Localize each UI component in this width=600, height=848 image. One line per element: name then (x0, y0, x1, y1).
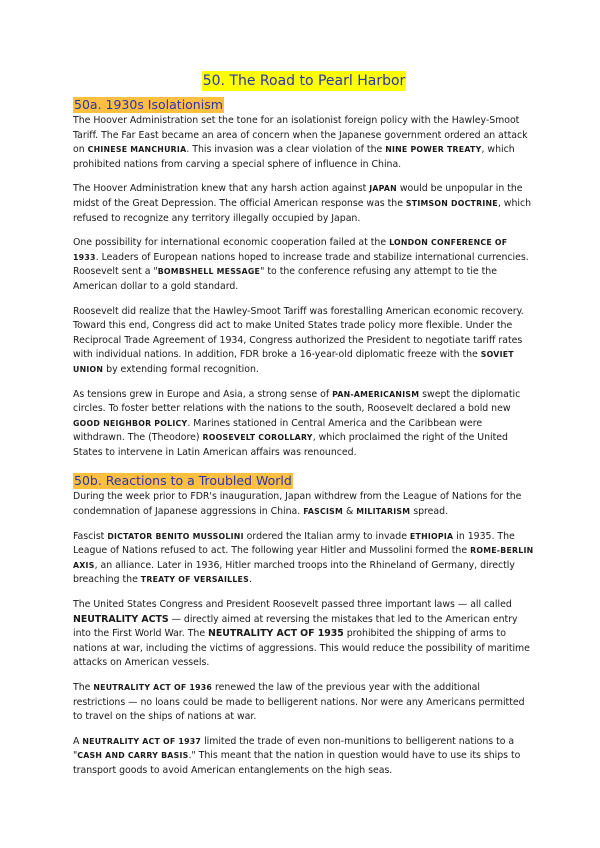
paragraph (73, 490, 535, 519)
paragraph (73, 236, 535, 294)
paragraph (73, 530, 535, 588)
key-term: CHINESE MANCHURIA (87, 145, 187, 155)
body-text: ordered the Italian army to invade (243, 530, 410, 542)
paragraph (73, 305, 535, 378)
body-text: . Marines stationed in Central America and the Caribbean were withdrawn. The (Theodore) (73, 417, 483, 444)
body-text: The Hoover Administration knew that any harsh action against (73, 183, 370, 195)
section-heading-isolationism: 50a. 1930s Isolationism (74, 97, 223, 112)
key-term: ROME-BERLIN AXIS (73, 546, 534, 570)
body-text: — directly aimed at reversing the mistakes that led to the American entry into the First World War. The (73, 613, 518, 640)
body-text: As tensions grew in Europe and Asia, a strong sense of (73, 388, 333, 400)
paragraph (73, 114, 535, 172)
key-term: NEUTRALITY ACT OF 1937 (82, 736, 202, 746)
body-text: The Hoover Administration set the tone for an isolationist foreign policy with the Hawley-Smoot Tariff. The Far East became an area of concern when the Japanese government ordered an attack on (73, 115, 528, 156)
paragraph (73, 388, 535, 461)
body-text: , which prohibited nations from carving a special sphere of influence in China. (73, 144, 515, 170)
body-text: During the week prior to FDR's inauguration, Japan withdrew from the League of Nations for the condemnation of Japanese aggressions in China. (73, 491, 522, 518)
body-text: . Leaders of European nations hoped to increase trade and stabilize international currencies. Roosevelt sent a " (73, 251, 529, 278)
key-term: ETHIOPIA (409, 531, 454, 541)
body-text: spread. (410, 506, 449, 518)
section-heading-reactions: 50b. Reactions to a Troubled World (74, 473, 292, 489)
key-term: BOMBSHELL MESSAGE (157, 267, 261, 277)
key-term: LONDON CONFERENCE OF 1933 (73, 238, 508, 262)
key-term: CASH AND CARRY BASIS (77, 751, 189, 761)
key-term: TREATY OF VERSAILLES (140, 575, 249, 585)
paragraph (73, 598, 535, 671)
paragraph (73, 681, 535, 725)
body-text: Roosevelt did realize that the Hawley-Smoot Tariff was forestalling American economic recovery. Toward this end, Congress did act to make United States trade policy more flexible. Under the Reciprocal Trade Agreement of 1934, Congress authorized the President to negotiate tariff rates with individual nations. In addition, FDR broke a 16-year-old diplomatic freeze with the (73, 305, 524, 361)
body-text: " to the conference refusing any attempt to tie the American dollar to a gold standard. (73, 266, 497, 292)
key-term: NINE POWER TREATY (385, 145, 482, 155)
body-text: The (73, 682, 94, 693)
key-term: GOOD NEIGHBOR POLICY (73, 418, 188, 428)
body-text: Fascist (73, 530, 108, 542)
body-text: One possibility for international economic cooperation failed at the (73, 237, 390, 249)
body-text: limited the trade of even non-munitions to belligerent nations to a " (73, 735, 515, 762)
body-text: . This invasion was a clear violation of the (186, 144, 386, 156)
body-text: , an alliance. Later in 1936, Hitler marched troops into the Rhineland of Germany, directly breaching the (73, 559, 515, 586)
section-1-body (73, 114, 535, 460)
key-term: NEUTRALITY ACT OF 1936 (93, 683, 213, 692)
paragraph (73, 735, 535, 779)
body-text: swept the diplomatic circles. To foster better relations with the nations to the south, Roosevelt declared a bold new (73, 388, 521, 415)
paragraph (73, 182, 535, 226)
body-text: ." This meant that the nation in question would have to use its ships to transport goods to avoid American entanglements on the high seas. (73, 750, 521, 776)
page-title: 50. The Road to Pearl Harbor (202, 73, 406, 89)
key-term: MILITARISM (356, 507, 411, 517)
key-term: SOVIET UNION (73, 350, 514, 374)
title-row (73, 70, 535, 92)
body-text: , which proclaimed the right of the United States to intervene in Latin American affairs was renounced. (73, 432, 508, 458)
key-term: FASCISM (303, 507, 344, 517)
body-text: by extending formal recognition. (103, 363, 259, 375)
body-text: A (73, 735, 83, 747)
key-term: NEUTRALITY ACT OF 1935 (208, 628, 344, 640)
key-term: ROOSEVELT COROLLARY (202, 433, 313, 443)
section-1-heading-row (73, 94, 535, 113)
key-term: PAN-AMERICANISM (332, 389, 420, 399)
section-2-body (73, 490, 535, 778)
key-term: STIMSON DOCTRINE (405, 198, 498, 208)
body-text: renewed the law of the previous year with the additional restrictions — no loans could be made to belligerent nations. Nor were any Americans permitted to travel on the ships of nations at war. (73, 682, 525, 723)
key-term: DICTATOR BENITO MUSSOLINI (107, 531, 244, 541)
body-text: would be unpopular in the midst of the Great Depression. The official American response was the (73, 183, 523, 209)
body-text: . (249, 574, 252, 586)
body-text: in 1935. The League of Nations refused to act. The following year Hitler and Mussolini formed the (73, 530, 515, 557)
section-2-heading-row (73, 470, 535, 489)
body-text: & (343, 506, 357, 518)
key-term: NEUTRALITY ACTS (73, 613, 169, 625)
body-text: , which refused to recognize any territory illegally occupied by Japan. (73, 197, 532, 224)
body-text: The United States Congress and President Roosevelt passed three important laws — all called (73, 599, 512, 611)
body-text: prohibited the shipping of arms to nations at war, including the victims of aggressions. This would reduce the possibility of maritime attacks on American vessels. (73, 628, 530, 669)
document-page (73, 70, 535, 789)
key-term: JAPAN (369, 184, 397, 194)
